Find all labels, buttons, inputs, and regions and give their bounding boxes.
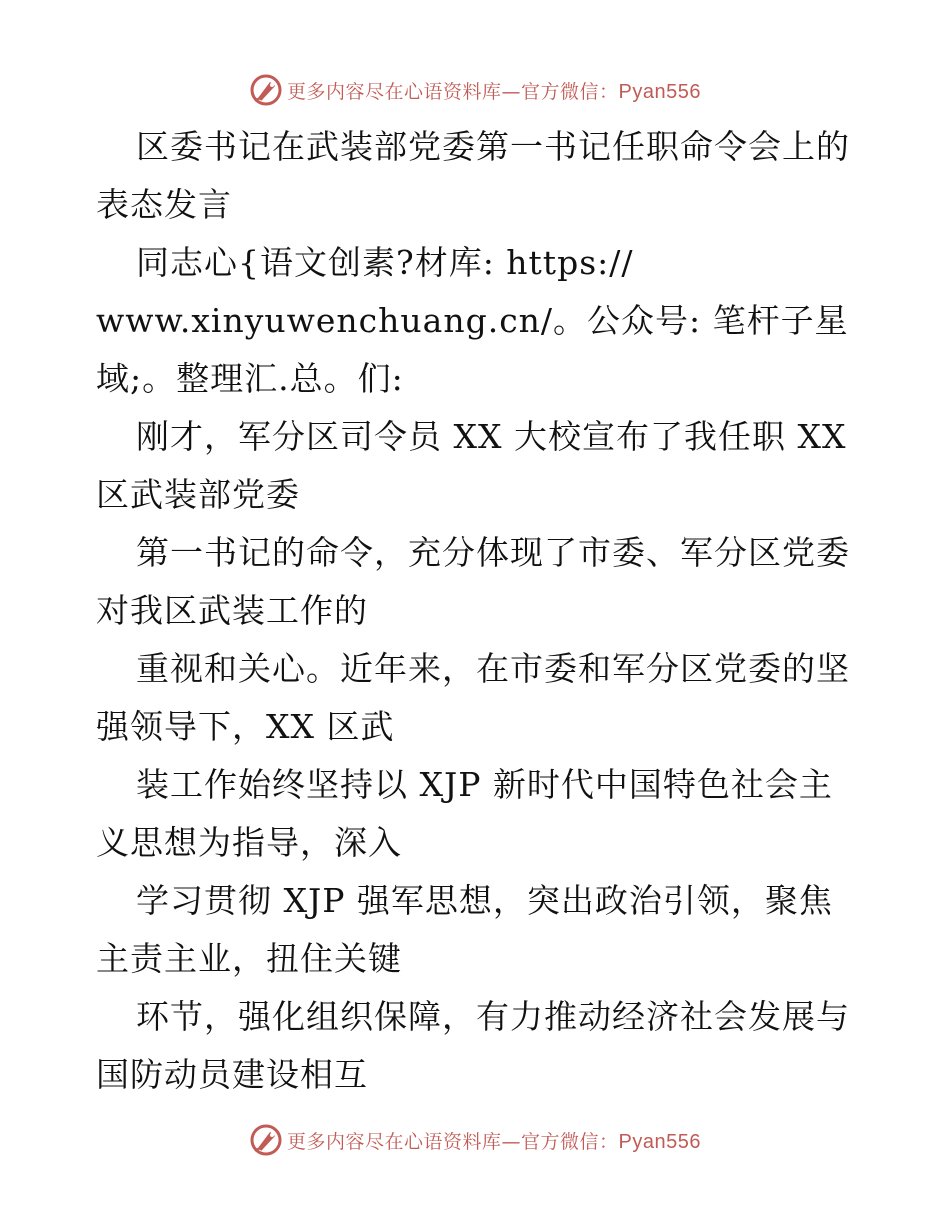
text-line: 重视和关心。近年来，在市委和军分区党委的坚 bbox=[136, 649, 850, 688]
header-watermark bbox=[0, 70, 950, 110]
text-line: 装工作始终坚持以 XJP 新时代中国特色社会主 bbox=[136, 765, 833, 804]
watermark-handle: Pyan556 bbox=[618, 80, 701, 103]
text-line: 域;。整理汇.总。们: bbox=[96, 359, 404, 398]
watermark-text: 更多内容尽在心语资料库—官方微信：Pyan556 bbox=[287, 80, 701, 103]
text-line: 表态发言 bbox=[96, 185, 232, 224]
text-line: 国防动员建设相互 bbox=[96, 1055, 368, 1094]
watermark-handle: Pyan556 bbox=[618, 1130, 701, 1153]
text-line: 强领导下，XX 区武 bbox=[96, 707, 395, 746]
document-body bbox=[96, 118, 866, 1104]
text-line: 刚才，军分区司令员 XX 大校宣布了我任职 XX bbox=[136, 417, 847, 456]
text-line: 第一书记的命令，充分体现了市委、军分区党委 bbox=[136, 533, 850, 572]
text-line: 环节，强化组织保障，有力推动经济社会发展与 bbox=[136, 997, 850, 1036]
pen-nib-seal-icon bbox=[249, 1123, 283, 1157]
text-line: 主责主业，扭住关键 bbox=[96, 939, 402, 978]
text-line: 区武装部党委 bbox=[96, 475, 300, 514]
text-line: 学习贯彻 XJP 强军思想，突出政治引领，聚焦 bbox=[136, 881, 833, 920]
footer-watermark bbox=[0, 1120, 950, 1160]
watermark-text: 更多内容尽在心语资料库—官方微信：Pyan556 bbox=[287, 1130, 701, 1153]
text-line: 同志心{语文创素?材库: https:// bbox=[136, 243, 634, 282]
text-line: 义思想为指导，深入 bbox=[96, 823, 402, 862]
text-line: 区委书记在武装部党委第一书记任职命令会上的 bbox=[136, 127, 850, 166]
text-line: www.xinyuwenchuang.cn/。公众号: 笔杆子星 bbox=[96, 301, 849, 340]
text-line: 对我区武装工作的 bbox=[96, 591, 368, 630]
pen-nib-seal-icon bbox=[249, 73, 283, 107]
